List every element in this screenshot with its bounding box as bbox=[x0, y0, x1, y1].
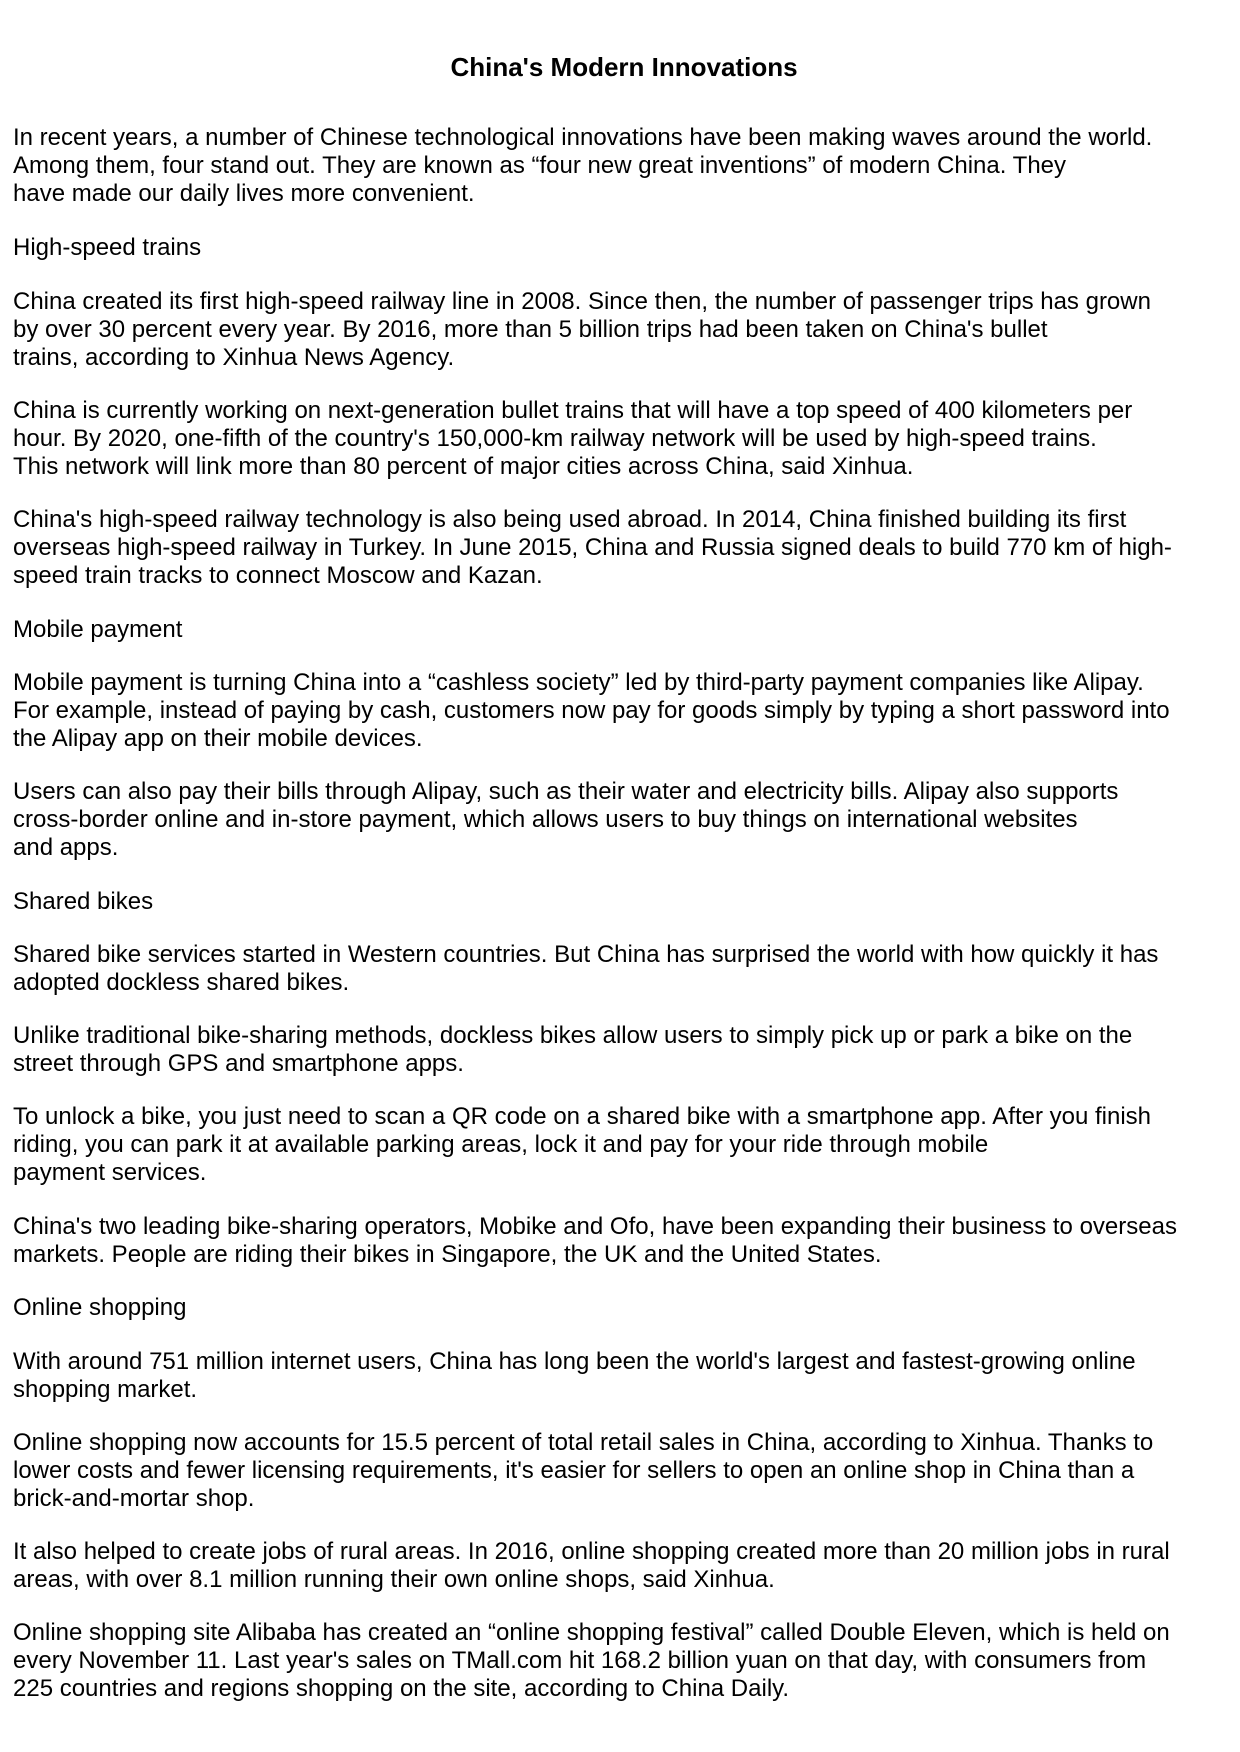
text-line: hour. By 2020, one-fifth of the country's 150,000-km railway network will be used by high-speed trains. bbox=[13, 425, 1097, 452]
text-line: For example, instead of paying by cash, customers now pay for goods simply by typing a short password into bbox=[13, 697, 1170, 724]
paragraph bbox=[13, 669, 1235, 753]
text-line: Mobile payment is turning China into a “cashless society” led by third-party payment companies like Alipay. bbox=[13, 669, 1144, 696]
text-line: China's high-speed railway technology is also being used abroad. In 2014, China finished building its first bbox=[13, 506, 1127, 533]
text-line: markets. People are riding their bikes in Singapore, the UK and the United States. bbox=[13, 1241, 882, 1268]
text-line: adopted dockless shared bikes. bbox=[13, 969, 350, 996]
text-line: China's two leading bike-sharing operators, Mobike and Ofo, have been expanding their business to overseas bbox=[13, 1213, 1177, 1240]
section-heading-shared-bikes bbox=[13, 888, 1235, 916]
text-line: riding, you can park it at available parking areas, lock it and pay for your ride through mobile bbox=[13, 1131, 989, 1158]
section-heading-mobile-payment bbox=[13, 616, 1235, 644]
section-heading-text: Online shopping bbox=[13, 1294, 187, 1321]
paragraph bbox=[13, 1213, 1235, 1269]
text-line: Online shopping site Alibaba has created an “online shopping festival” called Double Eleven, which is held on bbox=[13, 1619, 1170, 1646]
text-line: 225 countries and regions shopping on the site, according to China Daily. bbox=[13, 1675, 790, 1702]
section-heading-online-shopping bbox=[13, 1294, 1235, 1322]
text-line: shopping market. bbox=[13, 1376, 198, 1403]
text-line: and apps. bbox=[13, 834, 119, 861]
text-line: have made our daily lives more convenient. bbox=[13, 180, 475, 207]
section-heading-text: Shared bikes bbox=[13, 888, 154, 915]
text-line: China is currently working on next-generation bullet trains that will have a top speed of 400 kilometers per bbox=[13, 397, 1133, 424]
paragraph bbox=[13, 506, 1235, 590]
text-line: street through GPS and smartphone apps. bbox=[13, 1050, 464, 1077]
page-title: China's Modern Innovations bbox=[450, 52, 798, 82]
paragraph bbox=[13, 1022, 1235, 1078]
paragraph bbox=[13, 1429, 1235, 1513]
text-line: China created its first high-speed railway line in 2008. Since then, the number of passenger trips has grown bbox=[13, 288, 1151, 315]
paragraph bbox=[13, 1348, 1235, 1404]
paragraph bbox=[13, 1538, 1235, 1594]
text-line: brick-and-mortar shop. bbox=[13, 1485, 255, 1512]
text-line: cross-border online and in-store payment, which allows users to buy things on international websites bbox=[13, 806, 1078, 833]
paragraph bbox=[13, 941, 1235, 997]
text-line: To unlock a bike, you just need to scan a QR code on a shared bike with a smartphone app. After you finish bbox=[13, 1103, 1152, 1130]
text-line: by over 30 percent every year. By 2016, more than 5 billion trips had been taken on China's bullet bbox=[13, 316, 1048, 343]
text-line: payment services. bbox=[13, 1159, 207, 1186]
text-line: Users can also pay their bills through Alipay, such as their water and electricity bills. Alipay also supports bbox=[13, 778, 1119, 805]
text-line: speed train tracks to connect Moscow and Kazan. bbox=[13, 562, 543, 589]
text-line: In recent years, a number of Chinese technological innovations have been making waves around the world. bbox=[13, 124, 1153, 151]
text-line: This network will link more than 80 percent of major cities across China, said Xinhua. bbox=[13, 453, 914, 480]
paragraph bbox=[13, 1619, 1235, 1703]
text-line: overseas high-speed railway in Turkey. In June 2015, China and Russia signed deals to build 770 km of high- bbox=[13, 534, 1172, 561]
paragraph bbox=[13, 397, 1235, 481]
text-line: Among them, four stand out. They are known as “four new great inventions” of modern China. They bbox=[13, 152, 1067, 179]
text-line: lower costs and fewer licensing requirements, it's easier for sellers to open an online shop in China than a bbox=[13, 1457, 1135, 1484]
text-line: areas, with over 8.1 million running their own online shops, said Xinhua. bbox=[13, 1566, 775, 1593]
paragraph bbox=[13, 778, 1235, 862]
section-heading-high-speed-trains bbox=[13, 234, 1235, 262]
text-line: every November 11. Last year's sales on TMall.com hit 168.2 billion yuan on that day, with consumers from bbox=[13, 1647, 1147, 1674]
text-line: Online shopping now accounts for 15.5 percent of total retail sales in China, according to Xinhua. Thanks to bbox=[13, 1429, 1154, 1456]
section-heading-text: Mobile payment bbox=[13, 616, 183, 643]
paragraph bbox=[13, 288, 1235, 372]
text-line: Unlike traditional bike-sharing methods, dockless bikes allow users to simply pick up or park a bike on the bbox=[13, 1022, 1133, 1049]
text-line: It also helped to create jobs of rural areas. In 2016, online shopping created more than 20 million jobs in rural bbox=[13, 1538, 1170, 1565]
section-heading-text: High-speed trains bbox=[13, 234, 202, 261]
text-line: With around 751 million internet users, China has long been the world's largest and fastest-growing online bbox=[13, 1348, 1136, 1375]
paragraph bbox=[13, 1103, 1235, 1187]
text-line: trains, according to Xinhua News Agency. bbox=[13, 344, 455, 371]
text-line: the Alipay app on their mobile devices. bbox=[13, 725, 423, 752]
paragraph-intro bbox=[13, 124, 1235, 208]
text-line: Shared bike services started in Western countries. But China has surprised the world with how quickly it has bbox=[13, 941, 1159, 968]
